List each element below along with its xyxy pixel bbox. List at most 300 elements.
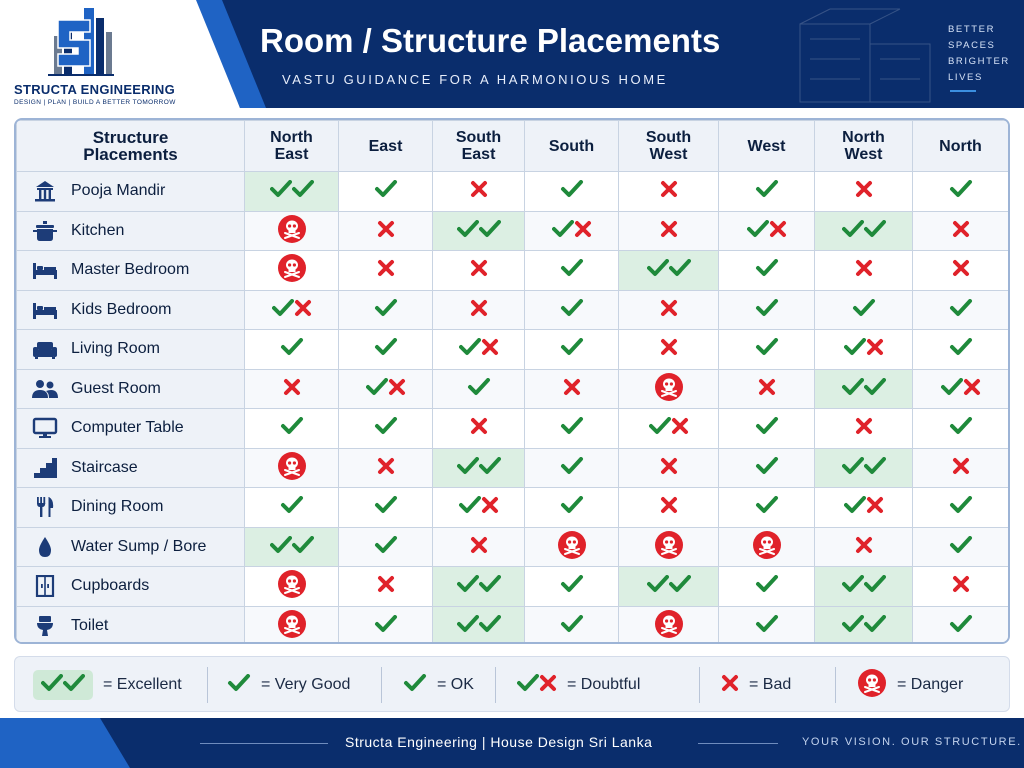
header-line: North bbox=[270, 129, 313, 146]
header-line: Structure bbox=[92, 128, 169, 147]
cupboard-icon bbox=[31, 575, 59, 597]
placement-rating-very-good bbox=[913, 488, 1009, 528]
placement-rating-very-good bbox=[339, 527, 433, 567]
placement-rating-bad bbox=[913, 211, 1009, 251]
stairs-icon bbox=[31, 457, 59, 479]
placement-rating-excellent bbox=[245, 527, 339, 567]
room-name-cell bbox=[17, 567, 245, 607]
check-icon bbox=[560, 457, 584, 479]
check-icon bbox=[560, 575, 584, 597]
double-check-icon bbox=[842, 575, 886, 597]
placement-rating-danger bbox=[245, 567, 339, 607]
table-row bbox=[17, 409, 1009, 449]
cross-icon bbox=[660, 496, 678, 518]
skull-danger-icon bbox=[277, 569, 307, 603]
header-line: South bbox=[455, 129, 502, 146]
check-icon bbox=[755, 575, 779, 597]
cross-icon bbox=[660, 220, 678, 242]
placement-rating-very-good bbox=[339, 172, 433, 212]
placement-rating-bad bbox=[815, 409, 913, 449]
structa-logo-mark-icon bbox=[44, 6, 116, 78]
placement-rating-bad bbox=[339, 567, 433, 607]
column-header-direction bbox=[245, 121, 339, 172]
check-icon bbox=[755, 615, 779, 637]
legend-swatch bbox=[33, 670, 93, 700]
placement-rating-excellent bbox=[433, 211, 525, 251]
check-cross-icon bbox=[366, 378, 406, 400]
placement-rating-doubtful bbox=[815, 330, 913, 370]
check-icon bbox=[374, 536, 398, 558]
placement-rating-excellent bbox=[433, 606, 525, 644]
placement-rating-bad bbox=[913, 448, 1009, 488]
double-check-icon bbox=[842, 378, 886, 400]
placement-rating-bad bbox=[815, 172, 913, 212]
check-icon bbox=[755, 338, 779, 360]
placement-rating-bad bbox=[339, 211, 433, 251]
check-icon bbox=[280, 338, 304, 360]
placement-rating-very-good bbox=[525, 290, 619, 330]
placement-rating-bad bbox=[433, 527, 525, 567]
tagline-line: SPACES bbox=[948, 40, 996, 51]
room-name-cell bbox=[17, 330, 245, 370]
placement-rating-bad bbox=[433, 409, 525, 449]
header-line: South bbox=[548, 137, 595, 155]
check-cross-icon bbox=[649, 417, 689, 439]
bed-icon bbox=[31, 299, 59, 321]
placement-rating-very-good bbox=[339, 606, 433, 644]
room-name-cell bbox=[17, 527, 245, 567]
table-row bbox=[17, 369, 1009, 409]
check-cross-icon bbox=[747, 220, 787, 242]
check-icon bbox=[467, 378, 491, 400]
bed-icon bbox=[31, 259, 59, 281]
check-icon bbox=[560, 180, 584, 202]
check-icon bbox=[949, 417, 973, 439]
cross-icon bbox=[855, 180, 873, 202]
column-header-direction bbox=[339, 121, 433, 172]
placement-rating-doubtful bbox=[719, 211, 815, 251]
legend-divider bbox=[207, 667, 208, 703]
placement-rating-danger bbox=[619, 527, 719, 567]
check-cross-icon bbox=[552, 220, 592, 242]
cross-icon bbox=[470, 180, 488, 202]
legend-divider bbox=[699, 667, 700, 703]
placement-rating-very-good bbox=[719, 606, 815, 644]
cross-icon bbox=[952, 575, 970, 597]
placement-rating-very-good bbox=[525, 606, 619, 644]
legend-label: = Doubtful bbox=[567, 676, 641, 693]
room-name-cell bbox=[17, 251, 245, 291]
water-drop-icon bbox=[31, 536, 59, 558]
placement-rating-danger bbox=[619, 369, 719, 409]
check-icon bbox=[949, 536, 973, 558]
placement-rating-very-good bbox=[719, 448, 815, 488]
placement-rating-bad bbox=[815, 251, 913, 291]
placement-rating-danger bbox=[525, 527, 619, 567]
placement-rating-very-good bbox=[245, 409, 339, 449]
room-name-cell bbox=[17, 448, 245, 488]
check-icon bbox=[374, 338, 398, 360]
room-label: Toilet bbox=[71, 616, 109, 634]
check-icon bbox=[374, 417, 398, 439]
cross-icon bbox=[470, 417, 488, 439]
header-line: East bbox=[461, 146, 496, 163]
placement-rating-excellent bbox=[619, 251, 719, 291]
placement-rating-very-good bbox=[525, 567, 619, 607]
placement-rating-very-good bbox=[719, 488, 815, 528]
cross-icon bbox=[660, 299, 678, 321]
placement-rating-excellent bbox=[815, 606, 913, 644]
placement-rating-very-good bbox=[913, 330, 1009, 370]
cross-icon bbox=[470, 259, 488, 281]
table-row bbox=[17, 251, 1009, 291]
legend-item-danger bbox=[857, 657, 963, 713]
check-icon bbox=[280, 496, 304, 518]
placement-rating-very-good bbox=[719, 172, 815, 212]
placement-rating-excellent bbox=[815, 369, 913, 409]
cross-icon bbox=[758, 378, 776, 400]
placement-rating-excellent bbox=[619, 567, 719, 607]
placement-rating-very-good bbox=[245, 488, 339, 528]
legend-item-very-good bbox=[227, 657, 350, 713]
sofa-icon bbox=[31, 338, 59, 360]
placement-rating-very-good bbox=[339, 330, 433, 370]
check-icon bbox=[280, 417, 304, 439]
cross-icon bbox=[377, 575, 395, 597]
check-icon bbox=[852, 299, 876, 321]
fork-knife-icon bbox=[31, 496, 59, 518]
footer-divider-right bbox=[698, 743, 778, 744]
footer-divider-left bbox=[200, 743, 328, 744]
check-cross-icon bbox=[844, 496, 884, 518]
room-name-cell bbox=[17, 211, 245, 251]
tagline-line: LIVES bbox=[948, 72, 983, 83]
room-label: Staircase bbox=[71, 458, 138, 476]
placement-rating-doubtful bbox=[433, 330, 525, 370]
placement-rating-bad bbox=[913, 251, 1009, 291]
footer-text: Structa Engineering | House Design Sri Lanka bbox=[345, 734, 653, 750]
placement-table bbox=[14, 118, 1010, 644]
placement-rating-bad bbox=[433, 251, 525, 291]
placement-rating-very-good bbox=[525, 448, 619, 488]
room-label: Master Bedroom bbox=[71, 261, 190, 279]
placement-rating-very-good bbox=[525, 330, 619, 370]
double-check-icon bbox=[270, 180, 314, 202]
check-icon bbox=[949, 615, 973, 637]
check-icon bbox=[403, 674, 427, 696]
legend-divider bbox=[495, 667, 496, 703]
double-check-icon bbox=[842, 220, 886, 242]
header-line: Placements bbox=[83, 145, 178, 164]
legend-item-ok bbox=[403, 657, 474, 713]
check-cross-icon bbox=[517, 674, 557, 696]
check-icon bbox=[374, 299, 398, 321]
check-icon bbox=[374, 496, 398, 518]
tagline-divider bbox=[950, 90, 976, 92]
placement-rating-bad bbox=[525, 369, 619, 409]
check-icon bbox=[560, 259, 584, 281]
column-header-direction bbox=[719, 121, 815, 172]
double-check-icon bbox=[457, 615, 501, 637]
check-icon bbox=[227, 674, 251, 696]
placement-rating-very-good bbox=[339, 488, 433, 528]
check-icon bbox=[374, 615, 398, 637]
monitor-icon bbox=[31, 417, 59, 439]
cross-icon bbox=[377, 457, 395, 479]
footer-slogan: YOUR VISION. OUR STRUCTURE. bbox=[802, 736, 1022, 748]
double-check-icon bbox=[842, 457, 886, 479]
placement-rating-bad bbox=[619, 290, 719, 330]
check-cross-icon bbox=[459, 338, 499, 360]
double-check-icon bbox=[647, 575, 691, 597]
skull-danger-icon bbox=[277, 609, 307, 643]
skull-danger-icon bbox=[654, 530, 684, 564]
check-cross-icon bbox=[941, 378, 981, 400]
placement-rating-danger bbox=[245, 211, 339, 251]
placement-rating-excellent bbox=[815, 448, 913, 488]
placement-rating-very-good bbox=[339, 290, 433, 330]
temple-icon bbox=[31, 180, 59, 202]
check-icon bbox=[949, 299, 973, 321]
column-header-direction bbox=[815, 121, 913, 172]
room-name-cell bbox=[17, 172, 245, 212]
header-line: West bbox=[649, 146, 688, 163]
check-icon bbox=[755, 457, 779, 479]
placement-rating-very-good bbox=[719, 330, 815, 370]
cross-icon bbox=[470, 536, 488, 558]
check-icon bbox=[560, 615, 584, 637]
cross-icon bbox=[660, 338, 678, 360]
placement-rating-danger bbox=[245, 606, 339, 644]
legend-item-bad bbox=[721, 657, 791, 713]
check-icon bbox=[949, 496, 973, 518]
room-name-cell bbox=[17, 606, 245, 644]
legend-divider bbox=[381, 667, 382, 703]
placement-rating-doubtful bbox=[913, 369, 1009, 409]
double-check-icon bbox=[842, 615, 886, 637]
legend-bar bbox=[14, 656, 1010, 712]
header-line: West bbox=[844, 146, 883, 163]
legend-item-doubtful bbox=[517, 657, 640, 713]
header-tagline bbox=[948, 22, 1018, 86]
placement-rating-danger bbox=[245, 251, 339, 291]
placement-rating-doubtful bbox=[525, 211, 619, 251]
building-sketch-illustration bbox=[780, 4, 940, 104]
column-header-direction bbox=[619, 121, 719, 172]
skull-danger-icon bbox=[752, 530, 782, 564]
table-row bbox=[17, 488, 1009, 528]
placement-rating-bad bbox=[619, 448, 719, 488]
table-row bbox=[17, 172, 1009, 212]
room-label: Water Sump / Bore bbox=[71, 537, 207, 555]
room-label: Living Room bbox=[71, 340, 160, 358]
cross-icon bbox=[660, 457, 678, 479]
cross-icon bbox=[855, 417, 873, 439]
table-row bbox=[17, 211, 1009, 251]
legend-label: = Excellent bbox=[103, 676, 182, 693]
double-check-icon bbox=[647, 259, 691, 281]
room-label: Pooja Mandir bbox=[71, 182, 166, 200]
placement-rating-very-good bbox=[719, 290, 815, 330]
room-label: Kitchen bbox=[71, 221, 125, 239]
placement-rating-excellent bbox=[245, 172, 339, 212]
column-header-direction bbox=[525, 121, 619, 172]
placement-rating-doubtful bbox=[619, 409, 719, 449]
placement-rating-very-good bbox=[525, 251, 619, 291]
company-tagline: DESIGN | PLAN | BUILD A BETTER TOMORROW bbox=[14, 99, 176, 106]
placement-rating-doubtful bbox=[245, 290, 339, 330]
cross-icon bbox=[377, 220, 395, 242]
cross-icon bbox=[855, 536, 873, 558]
placement-rating-very-good bbox=[339, 409, 433, 449]
placement-rating-excellent bbox=[815, 211, 913, 251]
column-header-structure bbox=[17, 121, 245, 172]
legend-label: = OK bbox=[437, 676, 474, 693]
placement-rating-danger bbox=[245, 448, 339, 488]
double-check-icon bbox=[457, 575, 501, 597]
legend-label: = Danger bbox=[897, 676, 964, 693]
tagline-line: BRIGHTER bbox=[948, 56, 1010, 67]
table-row bbox=[17, 290, 1009, 330]
header-line: East bbox=[368, 137, 403, 155]
placement-rating-bad bbox=[619, 330, 719, 370]
footer-accent-stripe bbox=[0, 718, 130, 768]
toilet-icon bbox=[31, 615, 59, 637]
table-row bbox=[17, 527, 1009, 567]
cross-icon bbox=[721, 674, 739, 696]
placement-rating-very-good bbox=[719, 409, 815, 449]
skull-danger-icon bbox=[857, 668, 887, 702]
cross-icon bbox=[952, 457, 970, 479]
placement-rating-bad bbox=[913, 567, 1009, 607]
table-row bbox=[17, 448, 1009, 488]
placement-rating-very-good bbox=[719, 567, 815, 607]
room-label: Computer Table bbox=[71, 419, 184, 437]
skull-danger-icon bbox=[557, 530, 587, 564]
cross-icon bbox=[563, 378, 581, 400]
placement-rating-very-good bbox=[913, 606, 1009, 644]
double-check-icon bbox=[41, 674, 85, 696]
company-logo[interactable] bbox=[14, 6, 214, 104]
placement-rating-very-good bbox=[525, 488, 619, 528]
company-name: STRUCTA ENGINEERING bbox=[14, 82, 175, 97]
check-icon bbox=[560, 338, 584, 360]
placement-rating-bad bbox=[619, 172, 719, 212]
column-header-direction bbox=[433, 121, 525, 172]
placement-rating-bad bbox=[339, 251, 433, 291]
placement-rating-very-good bbox=[913, 290, 1009, 330]
room-name-cell bbox=[17, 488, 245, 528]
placement-rating-very-good bbox=[913, 527, 1009, 567]
skull-danger-icon bbox=[277, 451, 307, 485]
cooking-pot-icon bbox=[31, 220, 59, 242]
legend-item-excellent bbox=[33, 657, 182, 713]
header-line: West bbox=[747, 137, 786, 155]
placement-rating-doubtful bbox=[433, 488, 525, 528]
skull-danger-icon bbox=[277, 214, 307, 248]
placement-rating-bad bbox=[619, 211, 719, 251]
cross-icon bbox=[952, 259, 970, 281]
legend-label: = Bad bbox=[749, 676, 792, 693]
check-cross-icon bbox=[272, 299, 312, 321]
placement-rating-excellent bbox=[433, 567, 525, 607]
double-check-icon bbox=[270, 536, 314, 558]
footer-banner bbox=[0, 718, 1024, 768]
room-label: Cupboards bbox=[71, 577, 150, 595]
check-icon bbox=[560, 417, 584, 439]
check-icon bbox=[949, 338, 973, 360]
skull-danger-icon bbox=[277, 253, 307, 287]
header-line: South bbox=[645, 129, 692, 146]
placement-rating-very-good bbox=[245, 330, 339, 370]
placement-rating-very-good bbox=[719, 251, 815, 291]
placement-rating-excellent bbox=[815, 567, 913, 607]
page-subtitle: VASTU GUIDANCE FOR A HARMONIOUS HOME bbox=[282, 72, 668, 87]
placement-rating-bad bbox=[433, 290, 525, 330]
column-header-direction bbox=[913, 121, 1009, 172]
room-label: Dining Room bbox=[71, 498, 164, 516]
placement-rating-very-good bbox=[913, 172, 1009, 212]
check-icon bbox=[949, 180, 973, 202]
placement-rating-very-good bbox=[815, 290, 913, 330]
placement-rating-bad bbox=[245, 369, 339, 409]
double-check-icon bbox=[457, 220, 501, 242]
placement-rating-excellent bbox=[433, 448, 525, 488]
cross-icon bbox=[283, 378, 301, 400]
placement-rating-danger bbox=[619, 606, 719, 644]
table-row bbox=[17, 567, 1009, 607]
check-icon bbox=[374, 180, 398, 202]
placement-rating-bad bbox=[433, 172, 525, 212]
placement-rating-doubtful bbox=[339, 369, 433, 409]
room-label: Guest Room bbox=[71, 379, 161, 397]
legend-label: = Very Good bbox=[261, 676, 351, 693]
cross-icon bbox=[377, 259, 395, 281]
placement-rating-bad bbox=[619, 488, 719, 528]
header-line: North bbox=[939, 137, 982, 155]
check-icon bbox=[560, 299, 584, 321]
check-icon bbox=[755, 180, 779, 202]
check-icon bbox=[755, 259, 779, 281]
page-title: Room / Structure Placements bbox=[260, 22, 721, 59]
table-header-row bbox=[17, 121, 1009, 172]
legend-divider bbox=[835, 667, 836, 703]
placement-rating-doubtful bbox=[815, 488, 913, 528]
table-row bbox=[17, 330, 1009, 370]
placement-rating-bad bbox=[815, 527, 913, 567]
double-check-icon bbox=[457, 457, 501, 479]
header-line: North bbox=[842, 129, 885, 146]
check-icon bbox=[755, 417, 779, 439]
header-banner bbox=[0, 0, 1024, 108]
placement-rating-bad bbox=[719, 369, 815, 409]
check-cross-icon bbox=[459, 496, 499, 518]
room-label: Kids Bedroom bbox=[71, 300, 172, 318]
room-name-cell bbox=[17, 290, 245, 330]
cross-icon bbox=[855, 259, 873, 281]
cross-icon bbox=[952, 220, 970, 242]
tagline-line: BETTER bbox=[948, 24, 996, 35]
placement-rating-very-good bbox=[433, 369, 525, 409]
cross-icon bbox=[660, 180, 678, 202]
placement-rating-very-good bbox=[913, 409, 1009, 449]
people-icon bbox=[31, 378, 59, 400]
cross-icon bbox=[470, 299, 488, 321]
placement-rating-very-good bbox=[525, 172, 619, 212]
skull-danger-icon bbox=[654, 609, 684, 643]
header-line: East bbox=[274, 146, 309, 163]
placement-rating-danger bbox=[719, 527, 815, 567]
